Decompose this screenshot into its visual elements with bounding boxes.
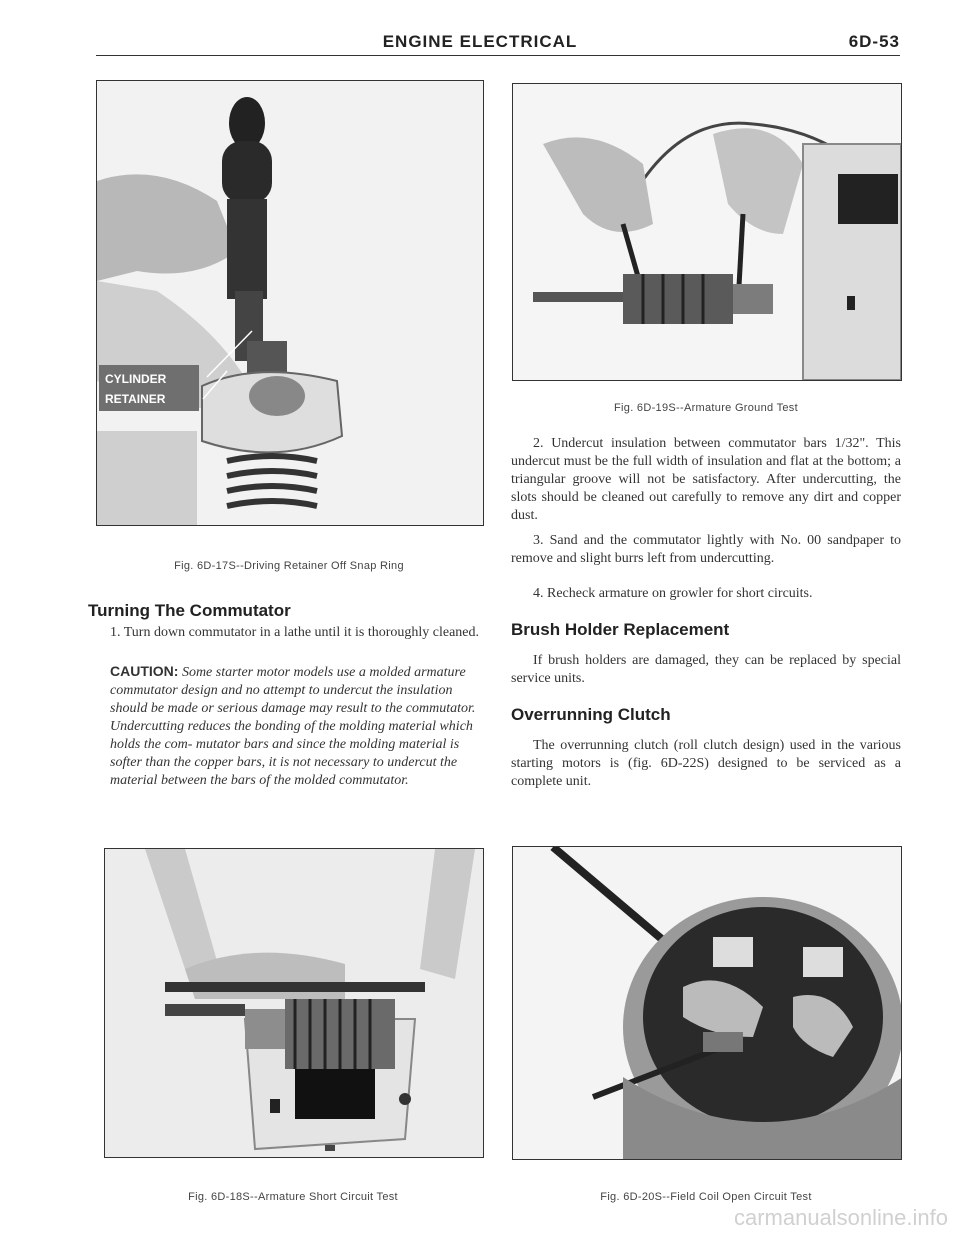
figure-caption: Fig. 6D-19S--Armature Ground Test <box>614 402 798 414</box>
driving-retainer-photo <box>97 81 483 525</box>
watermark-text: carmanualsonline.info <box>733 1205 948 1230</box>
figure-caption: Fig. 6D-17S--Driving Retainer Off Snap Ring <box>174 560 404 572</box>
step-4-text: 4. Recheck armature on growler for short circuits. <box>533 586 813 601</box>
figure-armature-short-circuit <box>104 848 484 1158</box>
figure-caption: Fig. 6D-20S--Field Coil Open Circuit Test <box>600 1191 812 1203</box>
section-heading-brush-holder: Brush Holder Replacement <box>511 620 730 639</box>
figure-driving-retainer <box>96 80 484 526</box>
label-retainer: RETAINER <box>105 392 166 406</box>
header-rule <box>96 55 900 56</box>
label-cylinder: CYLINDER <box>105 372 167 386</box>
figure-field-coil-open-circuit <box>512 846 902 1160</box>
section-heading-turning-commutator: Turning The Commutator <box>88 601 291 620</box>
step-3-text: 3. Sand and the commutator lightly with No. 00 sandpaper to remove and slight burrs left from undercutting. <box>511 533 901 566</box>
overrunning-clutch-text: The overrunning clutch (roll clutch design) used in the various starting motors is (fig. 6D-22S) designed to be serviced as a complete unit. <box>511 738 901 789</box>
caution-text: Some starter motor models use a molded armature commutator design and no attempt to undercut the insulation should be made or serious damage may result to the commutator. Undercutting reduces the bonding of the molding material which holds the com- mutator bars and since the molding material is softer than the copper bars, it is not necessary to undercut the material between the bars of the molded commutator. <box>110 665 476 788</box>
figure-caption: Fig. 6D-18S--Armature Short Circuit Test <box>188 1191 398 1203</box>
page-number: 6D-53 <box>848 32 900 51</box>
page-header-title: ENGINE ELECTRICAL <box>382 32 578 51</box>
step-1-text: 1. Turn down commutator in a lathe until it is thoroughly cleaned. <box>110 625 480 640</box>
figure-armature-ground-test <box>512 83 902 381</box>
step-2-text: 2. Undercut insulation between commutator bars 1/32". This undercut must be the full width of insulation and flat at the bottom; a triangular groove will not be satisfactory. After undercutting, the slots should be cleaned out carefully to remove any dirt and copper dust. <box>511 436 901 523</box>
caution-label: CAUTION: <box>110 663 179 679</box>
armature-short-circuit-photo <box>105 849 483 1157</box>
armature-ground-test-photo <box>513 84 901 380</box>
caution-block <box>110 662 482 790</box>
brush-holder-text: If brush holders are damaged, they can be replaced by special service units. <box>511 653 901 686</box>
field-coil-open-circuit-photo <box>513 847 901 1159</box>
section-heading-overrunning-clutch: Overrunning Clutch <box>511 705 671 724</box>
